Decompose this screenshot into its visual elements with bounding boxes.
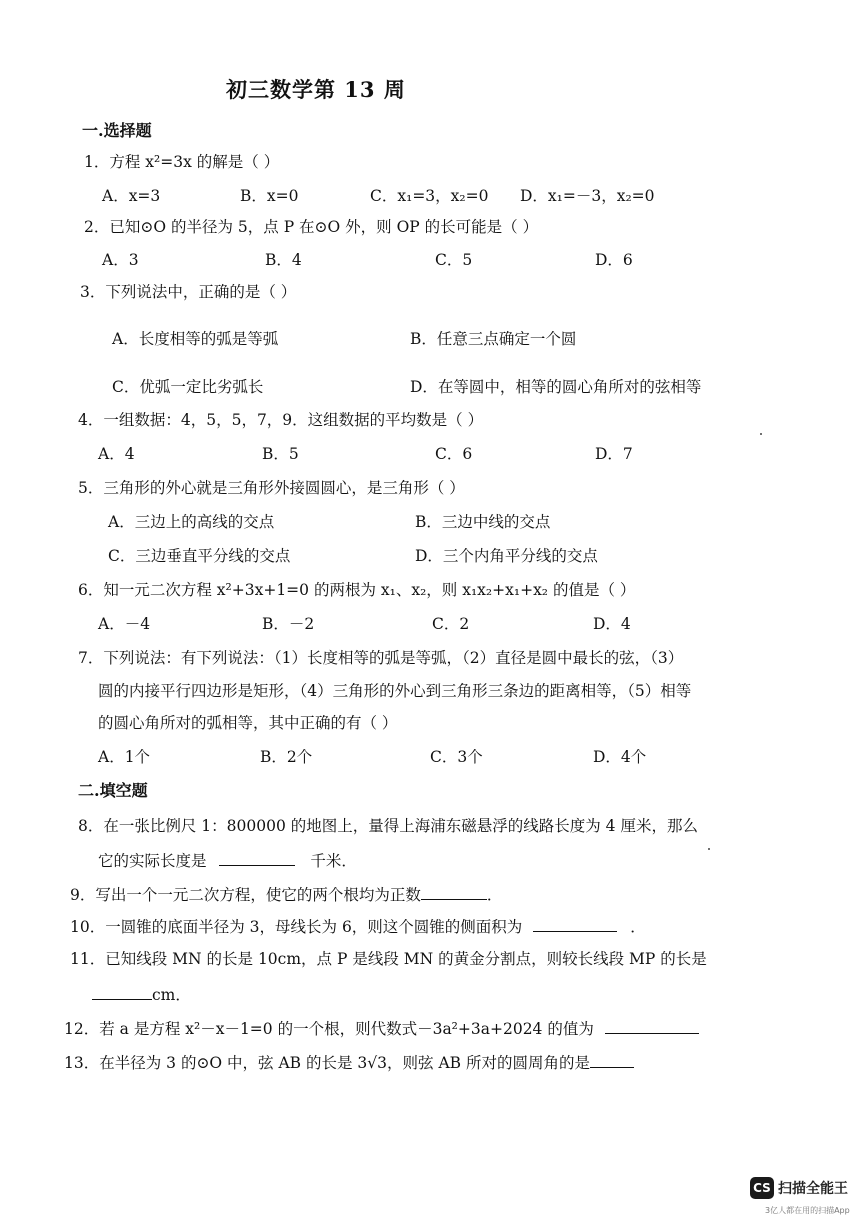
q13-answer-blank[interactable] (590, 1051, 634, 1068)
q6-option-d: D．4 (593, 615, 631, 633)
question-13 (64, 1051, 634, 1073)
question-12 (64, 1017, 699, 1039)
q6-option-b: B．－2 (262, 615, 315, 633)
question-11-line-1: 11．已知线段 MN 的长是 10cm，点 P 是线段 MN 的黄金分割点，则较长线段 MP 的长是 (70, 950, 707, 968)
q8-answer-blank[interactable] (219, 849, 295, 866)
q2-option-c: C．5 (435, 251, 473, 269)
q6-option-c: C．2 (432, 615, 470, 633)
q1-option-c: C．x₁=3，x₂=0 (370, 187, 489, 205)
q12-text: 12．若 a 是方程 x²－x－1=0 的一个根，则代数式－3a²+3a+2024 的值为 (64, 1020, 594, 1038)
q10-end: ． (630, 918, 646, 936)
watermark-brand: 扫描全能王 (778, 1181, 848, 1197)
q11-unit: cm． (152, 986, 191, 1004)
q3-option-d: D．在等圆中，相等的圆心角所对的弦相等 (410, 378, 702, 396)
q9-text: 9．写出一个一元二次方程，使它的两个根均为正数 (70, 886, 421, 904)
q12-answer-blank[interactable] (605, 1017, 699, 1034)
question-10 (70, 915, 646, 937)
q5-option-a: A．三边上的高线的交点 (108, 513, 275, 531)
q3-option-a: A．长度相等的弧是等弧 (112, 330, 279, 348)
q3-option-b: B．任意三点确定一个圆 (410, 330, 577, 348)
q4-option-a: A．4 (98, 445, 135, 463)
q4-option-b: B．5 (262, 445, 299, 463)
question-7-line-2: 圆的内接平行四边形是矩形，（4）三角形的外心到三角形三条边的距离相等，（5）相等 (98, 682, 692, 700)
q7-option-a: A．1个 (98, 748, 151, 766)
question-8-line-2 (98, 849, 357, 871)
q5-option-b: B．三边中线的交点 (415, 513, 551, 531)
q9-end: ． (486, 886, 503, 904)
section-fill: 二.填空题 (78, 781, 148, 800)
q13-text: 13．在半径为 3 的⊙O 中，弦 AB 的长是 3√3，则弦 AB 所对的圆周角的是 (64, 1054, 590, 1072)
q10-text: 10．一圆锥的底面半径为 3，母线长为 6，则这个圆锥的侧面积为 (70, 918, 523, 936)
question-9 (70, 883, 502, 905)
q9-answer-blank[interactable] (421, 883, 487, 900)
q1-option-a: A．x=3 (102, 187, 161, 205)
q5-option-d: D．三个内角平分线的交点 (415, 547, 598, 565)
q2-option-b: B．4 (265, 251, 302, 269)
q7-option-d: D．4个 (593, 748, 647, 766)
camscanner-logo-icon: CS (750, 1177, 774, 1199)
q2-option-a: A．3 (102, 251, 139, 269)
question-1: 1．方程 x²=3x 的解是（ ） (84, 153, 280, 171)
question-2: 2．已知⊙O 的半径为 5，点 P 在⊙O 外，则 OP 的长可能是（ ） (84, 218, 539, 236)
question-4: 4．一组数据：4，5，5，7，9．这组数据的平均数是（ ） (78, 411, 484, 429)
scan-speck (708, 848, 710, 850)
q2-option-d: D．6 (595, 251, 633, 269)
q1-option-d: D．x₁=－3，x₂=0 (520, 187, 655, 205)
q4-option-d: D．7 (595, 445, 633, 463)
q5-option-c: C．三边垂直平分线的交点 (108, 547, 291, 565)
question-11-line-2 (92, 983, 191, 1005)
q4-option-c: C．6 (435, 445, 473, 463)
watermark-tagline: 3亿人都在用的扫描App (765, 1206, 850, 1215)
question-5: 5．三角形的外心就是三角形外接圆圆心，是三角形（ ） (78, 479, 465, 497)
q3-option-c: C．优弧一定比劣弧长 (112, 378, 264, 396)
q7-option-c: C．3个 (430, 748, 483, 766)
q11-answer-blank[interactable] (92, 983, 152, 1000)
page-title: 初三数学第 13 周 (226, 77, 406, 102)
q8-unit: 千米． (310, 852, 357, 870)
question-7-line-1: 7．下列说法：有下列说法：（1）长度相等的弧是等弧，（2）直径是圆中最长的弦，（3） (78, 649, 684, 667)
scan-speck (760, 433, 762, 435)
question-8-line-1: 8．在一张比例尺 1：800000 的地图上，量得上海浦东磁悬浮的线路长度为 4 厘米，那么 (78, 817, 698, 835)
question-3: 3．下列说法中，正确的是（ ） (80, 283, 297, 301)
section-choice: 一.选择题 (82, 121, 152, 140)
q1-option-b: B．x=0 (240, 187, 299, 205)
q8-text: 它的实际长度是 (98, 852, 207, 870)
question-7-line-3: 的圆心角所对的弧相等，其中正确的有（ ） (98, 714, 398, 732)
q10-answer-blank[interactable] (533, 915, 617, 932)
q7-option-b: B．2个 (260, 748, 313, 766)
q6-option-a: A．－4 (98, 615, 151, 633)
question-6: 6．知一元二次方程 x²+3x+1=0 的两根为 x₁、x₂，则 x₁x₂+x₁+x₂ 的值是（ ） (78, 581, 636, 599)
